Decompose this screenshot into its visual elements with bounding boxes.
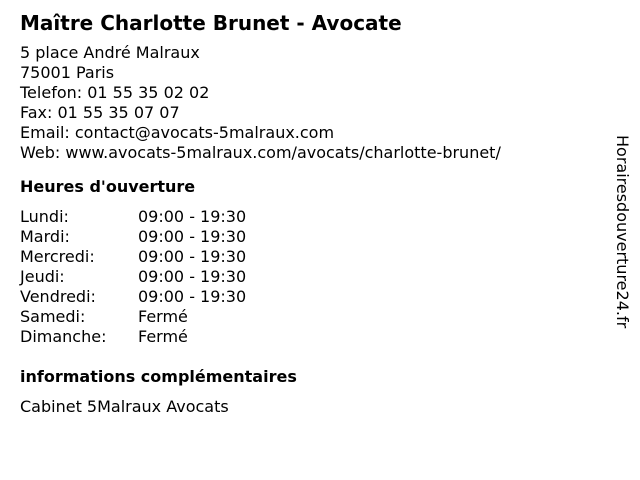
additional-info-text: Cabinet 5Malraux Avocats bbox=[20, 397, 229, 416]
site-watermark: Horairesdouverture24.fr bbox=[613, 135, 632, 329]
phone-number: Telefon: 01 55 35 02 02 bbox=[20, 83, 210, 102]
hours-row-sunday bbox=[20, 327, 600, 347]
hours-row-saturday bbox=[20, 307, 600, 327]
day-hours: Fermé bbox=[138, 327, 188, 346]
hours-row-thursday bbox=[20, 267, 600, 287]
hours-row-friday bbox=[20, 287, 600, 307]
opening-hours-table bbox=[20, 207, 600, 347]
email-address: Email: contact@avocats-5malraux.com bbox=[20, 123, 335, 142]
street-address: 5 place André Malraux bbox=[20, 43, 200, 62]
day-label: Jeudi: bbox=[20, 267, 65, 286]
day-label: Mardi: bbox=[20, 227, 70, 246]
day-label: Vendredi: bbox=[20, 287, 96, 306]
business-card bbox=[20, 10, 600, 417]
day-hours: 09:00 - 19:30 bbox=[138, 287, 247, 306]
day-label: Samedi: bbox=[20, 307, 86, 326]
hours-row-monday bbox=[20, 207, 600, 227]
day-label: Lundi: bbox=[20, 207, 69, 226]
additional-info-heading: informations complémentaires bbox=[20, 367, 297, 386]
day-hours: 09:00 - 19:30 bbox=[138, 247, 247, 266]
opening-hours-heading: Heures d'ouverture bbox=[20, 177, 196, 196]
day-hours: 09:00 - 19:30 bbox=[138, 267, 247, 286]
day-hours: Fermé bbox=[138, 307, 188, 326]
page-title: Maître Charlotte Brunet - Avocate bbox=[20, 11, 402, 35]
contact-block bbox=[20, 43, 600, 163]
hours-row-tuesday bbox=[20, 227, 600, 247]
fax-number: Fax: 01 55 35 07 07 bbox=[20, 103, 180, 122]
city-postcode: 75001 Paris bbox=[20, 63, 115, 82]
day-label: Mercredi: bbox=[20, 247, 95, 266]
day-hours: 09:00 - 19:30 bbox=[138, 207, 247, 226]
day-label: Dimanche: bbox=[20, 327, 107, 346]
hours-row-wednesday bbox=[20, 247, 600, 267]
website-url: Web: www.avocats-5malraux.com/avocats/charlotte-brunet/ bbox=[20, 143, 501, 162]
day-hours: 09:00 - 19:30 bbox=[138, 227, 247, 246]
